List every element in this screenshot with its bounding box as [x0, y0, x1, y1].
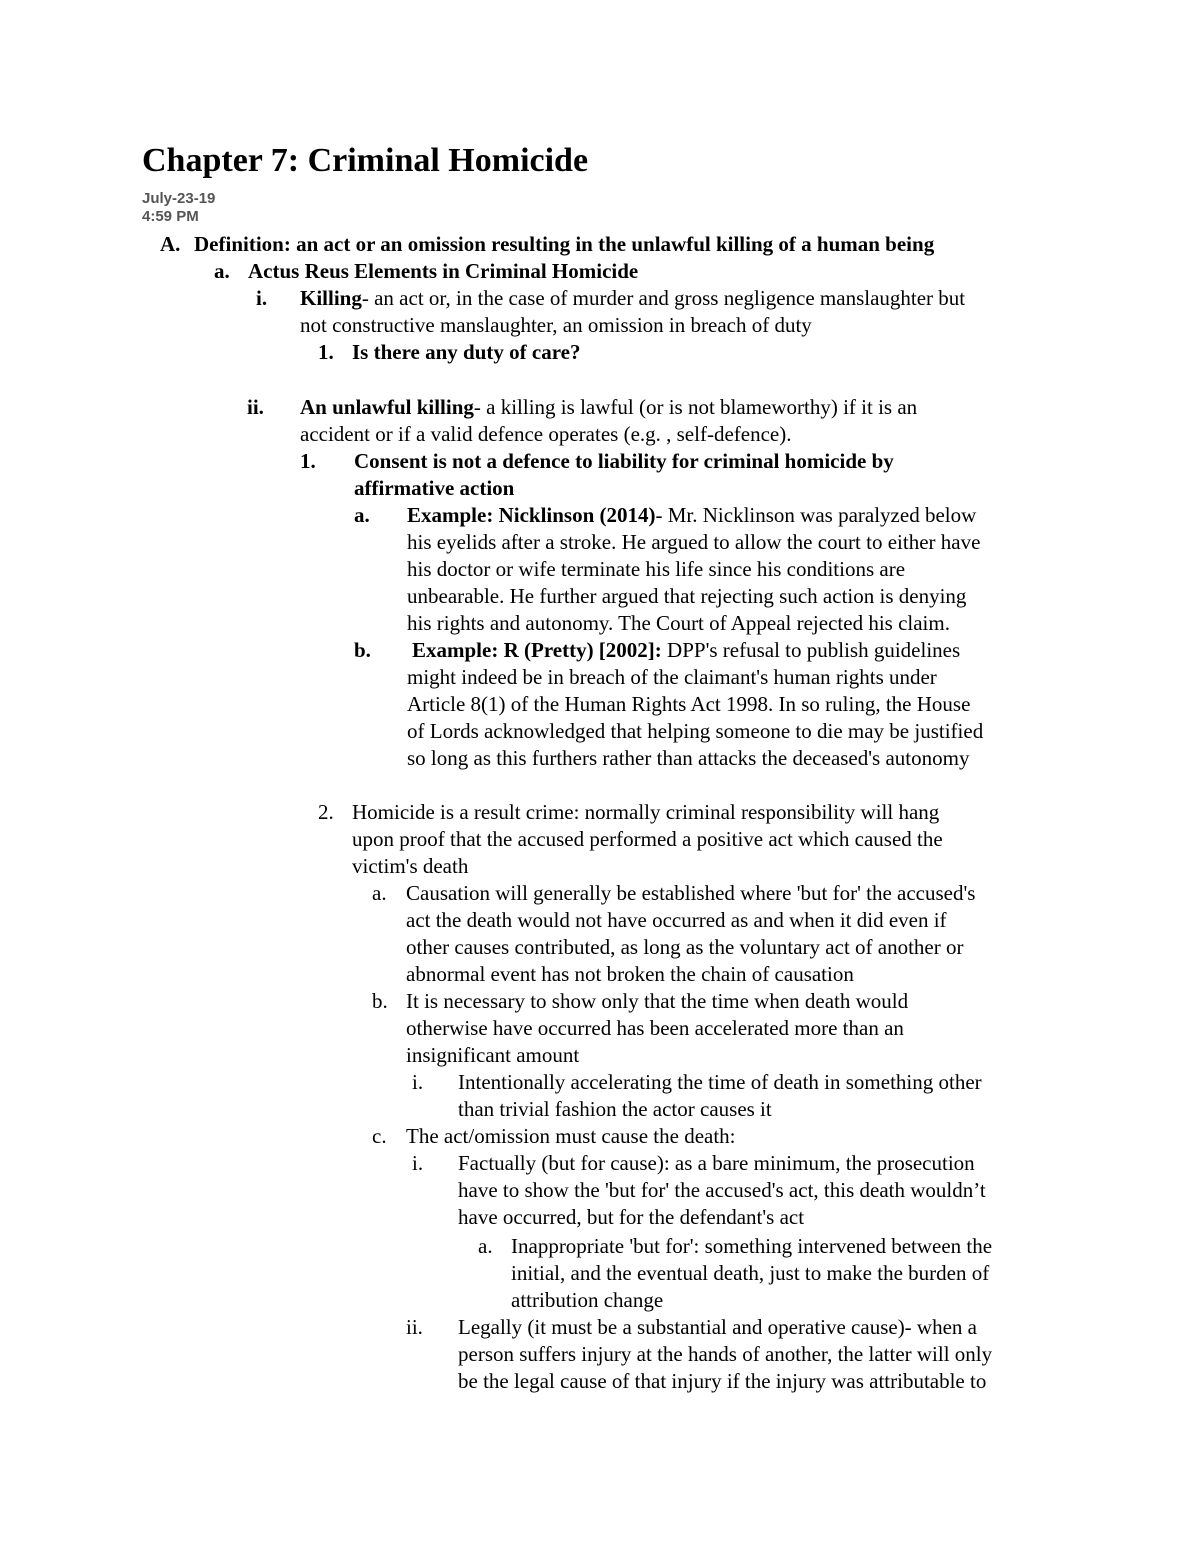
outline-marker: A. [160, 232, 181, 256]
list-item-line: might indeed be in breach of the claimant's human rights under [407, 665, 937, 689]
list-item: Factually (but for cause): as a bare minimum, the prosecution [458, 1151, 975, 1175]
list-item: The act/omission must cause the death: [406, 1124, 736, 1148]
list-item: Causation will generally be established where 'but for' the accused's [406, 881, 976, 905]
list-item-line: of Lords acknowledged that helping someone to die may be justified [407, 719, 984, 743]
outline-marker: c. [372, 1124, 387, 1148]
list-item-line: than trivial fashion the actor causes it [458, 1097, 772, 1121]
outline-marker: 1. [318, 340, 334, 364]
list-item: It is necessary to show only that the time when death would [406, 989, 909, 1013]
list-item-line: insignificant amount [406, 1043, 580, 1067]
note-date: July-23-19 [142, 190, 216, 207]
outline-marker: a. [372, 881, 387, 905]
list-item-line: have occurred, but for the defendant's act [458, 1205, 805, 1229]
list-item-line: initial, and the eventual death, just to make the burden of [511, 1261, 990, 1285]
list-item-line: attribution change [511, 1288, 664, 1312]
list-item: Example: R (Pretty) [2002]: DPP's refusal to publish guidelines [412, 638, 961, 662]
list-item-line: act the death would not have occurred as and when it did even if [406, 908, 947, 932]
list-item-line: abnormal event has not broken the chain of causation [406, 962, 854, 986]
outline-marker: a. [478, 1234, 493, 1258]
outline-marker: i. [256, 286, 268, 310]
definition-text: Definition: an act or an omission resulting in the unlawful killing of a human being [194, 232, 935, 256]
note-time: 4:59 PM [142, 208, 199, 225]
list-item-line: his rights and autonomy. The Court of Appeal rejected his claim. [407, 611, 950, 635]
list-item-line: accident or if a valid defence operates (e.g. , self-defence). [300, 422, 792, 446]
outline-marker: 2. [318, 800, 334, 824]
list-item-line: not constructive manslaughter, an omission in breach of duty [300, 313, 812, 337]
list-item: Homicide is a result crime: normally criminal responsibility will hang [352, 800, 940, 824]
list-item: An unlawful killing- a killing is lawful (or is not blameworthy) if it is an [300, 395, 918, 419]
list-item-line: person suffers injury at the hands of another, the latter will only [458, 1342, 993, 1366]
list-item-line: have to show the 'but for' the accused's act, this death wouldn’t [458, 1178, 986, 1202]
list-item: Intentionally accelerating the time of death in something other [458, 1070, 982, 1094]
section-heading: Actus Reus Elements in Criminal Homicide [248, 259, 639, 283]
outline-marker: a. [214, 259, 230, 283]
list-item-line: affirmative action [354, 476, 515, 500]
list-item: Inappropriate 'but for': something intervened between the [511, 1234, 993, 1258]
list-item-line: other causes contributed, as long as the voluntary act of another or [406, 935, 964, 959]
item-label: Example: Nicklinson (2014) [407, 503, 656, 527]
outline-marker: ii. [247, 395, 264, 419]
list-item-line: victim's death [352, 854, 469, 878]
list-item-line: unbearable. He further argued that rejecting such action is denying [407, 584, 967, 608]
outline-marker: b. [372, 989, 388, 1013]
outline-marker: i. [412, 1151, 424, 1175]
page-title: Chapter 7: Criminal Homicide [142, 142, 589, 179]
item-label: An unlawful killing [300, 395, 474, 419]
list-item: Consent is not a defence to liability for criminal homicide by [354, 449, 894, 473]
list-item-line: so long as this furthers rather than attacks the deceased's autonomy [407, 746, 970, 770]
list-item: Legally (it must be a substantial and operative cause)- when a [458, 1315, 977, 1339]
list-item-line: upon proof that the accused performed a positive act which caused the [352, 827, 943, 851]
list-item-line: be the legal cause of that injury if the injury was attributable to [458, 1369, 987, 1393]
outline-marker: i. [412, 1070, 424, 1094]
list-item-line: otherwise have occurred has been accelerated more than an [406, 1016, 904, 1040]
list-item: Killing- an act or, in the case of murder and gross negligence manslaughter but [300, 286, 966, 310]
list-item: Is there any duty of care? [352, 340, 581, 364]
list-item-line: his eyelids after a stroke. He argued to allow the court to either have [407, 530, 981, 554]
outline-marker: a. [354, 503, 370, 527]
outline-marker: b. [354, 638, 371, 662]
list-item-line: Article 8(1) of the Human Rights Act 1998. In so ruling, the House [407, 692, 971, 716]
list-item-line: his doctor or wife terminate his life since his conditions are [407, 557, 906, 581]
outline-marker: 1. [300, 449, 316, 473]
outline-marker: ii. [406, 1315, 423, 1339]
item-label: Killing [300, 286, 362, 310]
list-item: Example: Nicklinson (2014)- Mr. Nicklinson was paralyzed below [407, 503, 977, 527]
item-label: Example: R (Pretty) [2002]: [412, 638, 662, 662]
